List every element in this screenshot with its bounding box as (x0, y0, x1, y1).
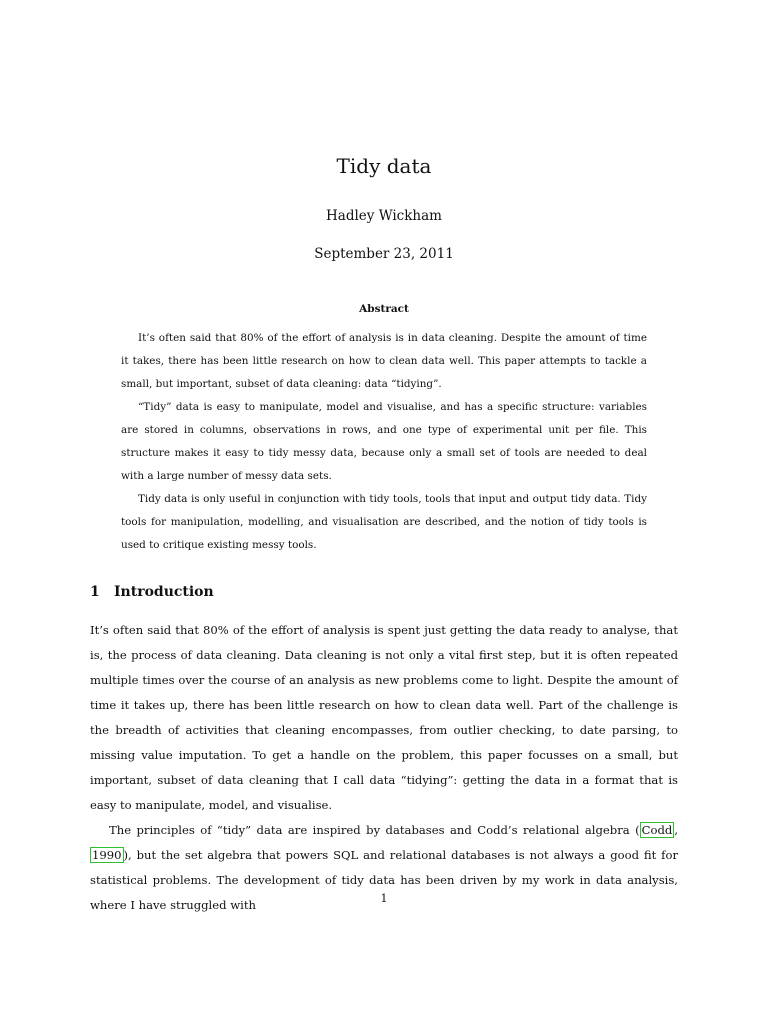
abstract-paragraph: Tidy data is only useful in conjunction with tidy tools, tools that input and output tidy data. Tidy tools for manipulation, modelling, and visualisation are described, and the notion of tidy tools is used to critique existing messy tools. (121, 493, 647, 551)
body-paragraph: It’s often said that 80% of the effort of analysis is spent just getting the data ready to analyse, that is, the process of data cleaning. Data cleaning is not only a vital first step, but it is often repeated multiple times over the course of an analysis as new problems come to light. Despite the amount of time it takes up, there has been little research on how to clean data well. Part of the challenge is the breadth of activities that cleaning encompasses, from outlier checking, to date parsing, to missing value imputation. To get a handle on the problem, this paper focusses on a small, but important, subset of data cleaning that I call data “tidying”: getting the data in a format that is easy to manipulate, model, and visualise. (90, 623, 678, 812)
citation-separator: , (674, 823, 678, 837)
abstract-paragraph: “Tidy” data is easy to manipulate, model and visualise, and has a specific structure: variables are stored in columns, observations in rows, and one type of experimental unit per file. This structure makes it easy to tidy messy data, because only a small set of tools are needed to deal with a large number of messy data sets. (121, 401, 647, 482)
abstract (121, 327, 647, 557)
section-heading (90, 582, 214, 602)
abstract-heading: Abstract (359, 303, 409, 315)
citation-link-author[interactable]: Codd (641, 823, 673, 837)
page-number: 1 (380, 892, 388, 905)
author-name: Hadley Wickham (326, 208, 442, 224)
section-body (90, 618, 678, 918)
abstract-paragraph: It’s often said that 80% of the effort of analysis is in data cleaning. Despite the amount of time it takes, there has been little research on how to clean data well. This paper attempts to tackle a small, but important, subset of data cleaning: data “tidying”. (121, 332, 647, 390)
paragraph-text: ), but the set algebra that powers SQL and relational databases is not always a good fit for statistical problems. The development of tidy data has been driven by my work in data analysis, where I have struggled with (90, 848, 678, 912)
publication-date: September 23, 2011 (314, 246, 454, 262)
paper-title: Tidy data (336, 154, 432, 178)
citation-link-year[interactable]: 1990 (92, 848, 122, 862)
section-number: 1 (90, 584, 100, 600)
paragraph-text: The principles of “tidy” data are inspired by databases and Codd’s relational algebra ( (109, 823, 640, 837)
section-title: Introduction (114, 584, 214, 600)
